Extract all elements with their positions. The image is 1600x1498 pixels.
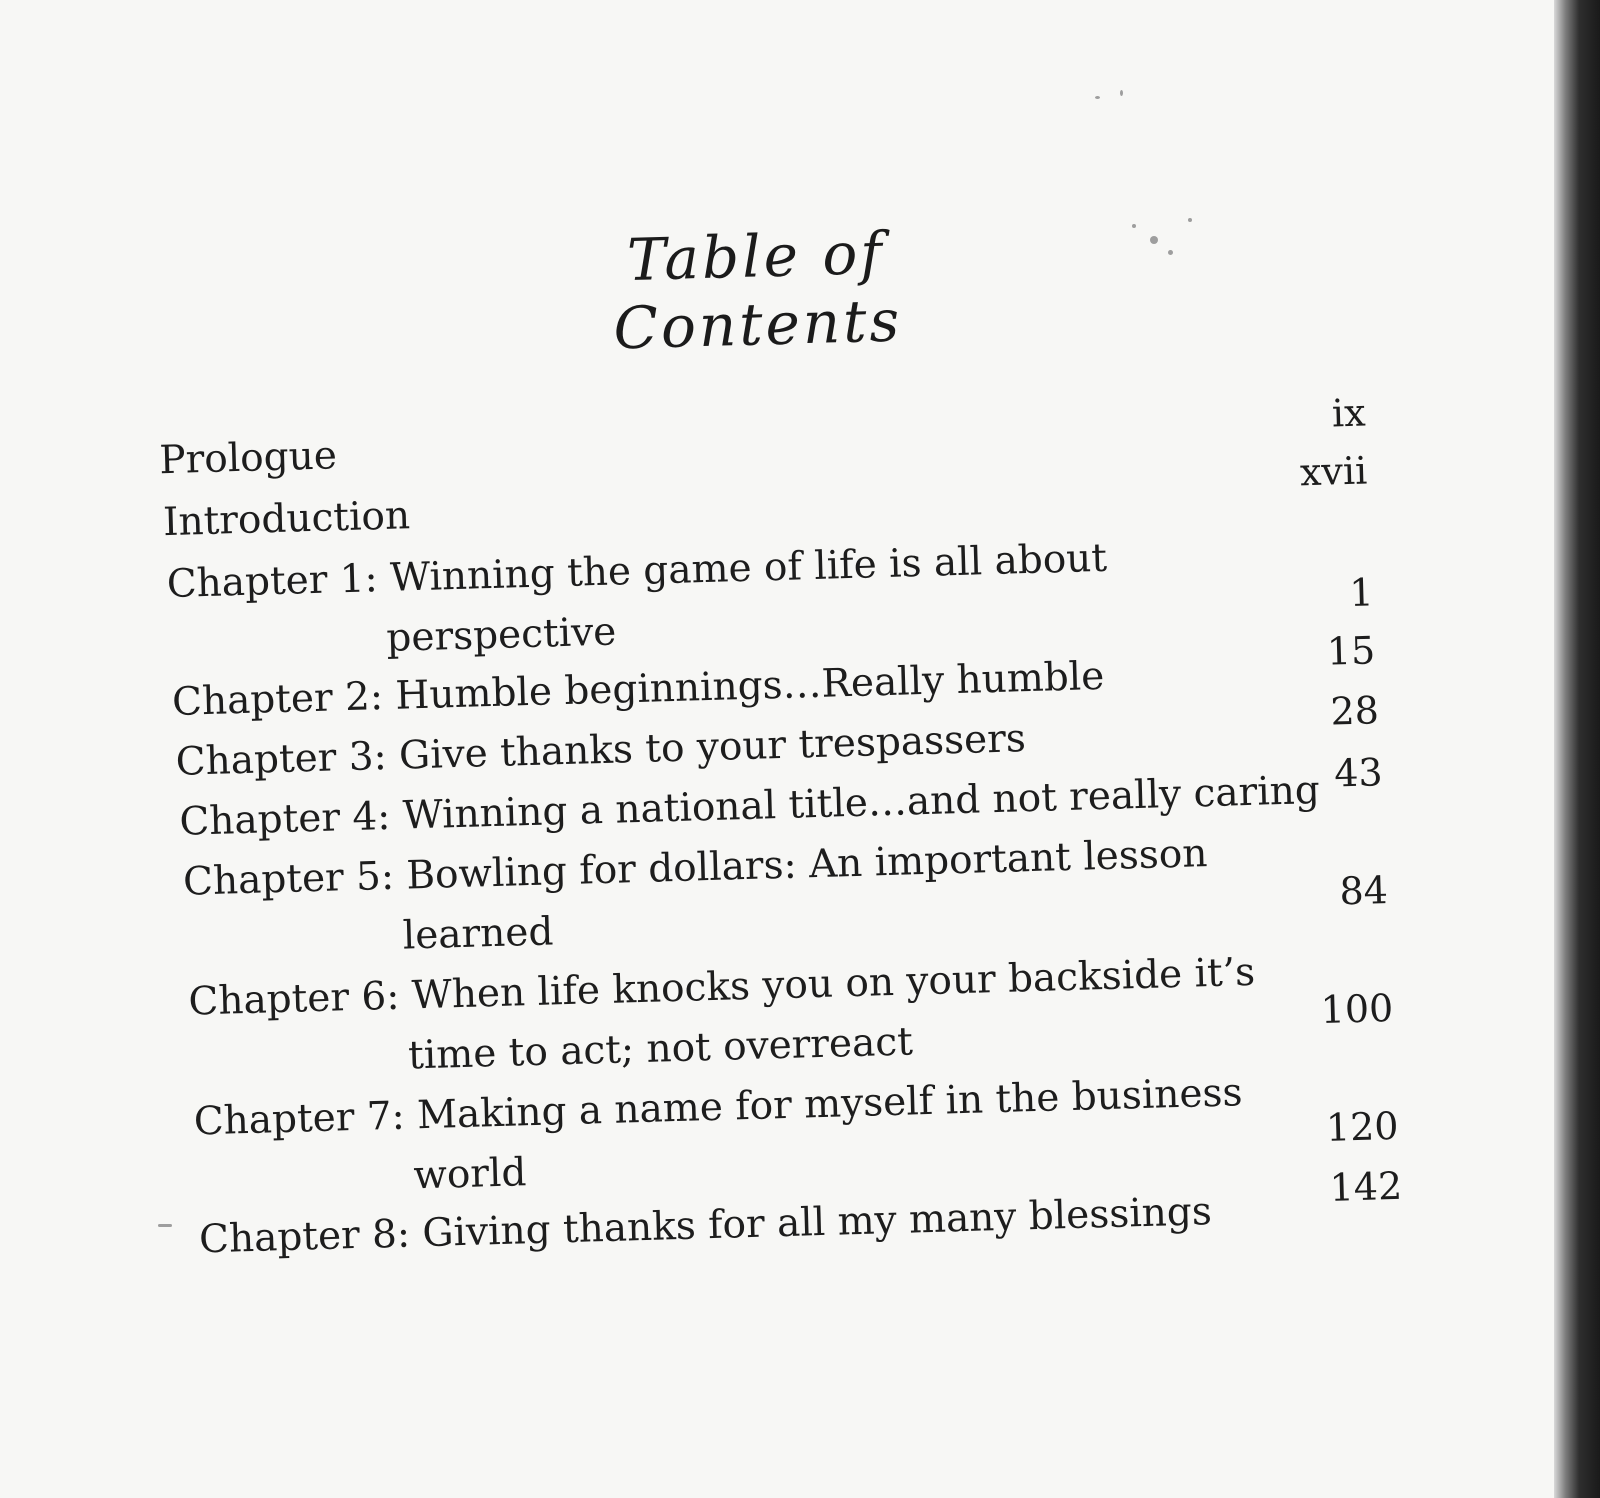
chapter-label: Chapter 2:: [171, 674, 384, 725]
toc-entry-chapter-2: [171, 653, 1105, 725]
page-number: xvii: [1299, 448, 1368, 495]
chapter-title-continued: time to act; not overreact: [407, 1019, 914, 1079]
chapter-title: Give thanks to your trespassers: [398, 716, 1027, 779]
chapter-title: Giving thanks for all my many blessings: [421, 1189, 1213, 1257]
chapter-label: Chapter 1:: [166, 556, 379, 608]
chapter-title: When life knocks you on your backside it’s: [411, 949, 1256, 1019]
toc-entry-chapter-8: [198, 1189, 1213, 1263]
page-number: 43: [1333, 750, 1384, 796]
toc-entry-chapter-1: [166, 535, 1108, 608]
chapter-title-continued: world: [412, 1150, 528, 1199]
chapter-title: Bowling for dollars: An important lesson: [405, 831, 1209, 899]
chapter-label: Chapter 6:: [187, 973, 400, 1025]
chapter-title: Humble beginnings…Really humble: [394, 653, 1105, 719]
chapter-label: Chapter 5:: [182, 853, 395, 905]
entry-label: Prologue: [158, 433, 338, 484]
toc-entry-chapter-7: [193, 1070, 1244, 1145]
entry-label: Introduction: [162, 493, 411, 546]
chapter-title-continued: learned: [402, 909, 554, 959]
toc-entry-chapter-5: [182, 831, 1209, 905]
chapter-title: Winning the game of life is all about: [389, 535, 1108, 601]
toc-entry-introduction: [162, 493, 411, 546]
page-number: 120: [1325, 1103, 1400, 1150]
chapter-label: Chapter 8:: [198, 1211, 411, 1263]
chapter-title: Making a name for myself in the business: [416, 1070, 1244, 1139]
toc-entry-chapter-4: [178, 767, 1321, 845]
page-number: 84: [1338, 868, 1389, 914]
page-number: 142: [1329, 1163, 1403, 1210]
chapter-label: Chapter 4:: [178, 793, 391, 845]
toc-entry-chapter-6: [187, 949, 1256, 1025]
chapter-title: Winning a national title…and not really caring: [402, 767, 1321, 839]
page-number: 28: [1329, 688, 1380, 734]
toc-entry-prologue: [158, 433, 338, 484]
chapter-title-continued: perspective: [385, 609, 617, 661]
page-number: 1: [1348, 570, 1375, 616]
chapter-label: Chapter 7:: [193, 1093, 406, 1145]
chapter-label: Chapter 3:: [175, 733, 388, 785]
page-number: 15: [1326, 628, 1376, 674]
page-number: ix: [1331, 390, 1367, 436]
page-number: 100: [1320, 985, 1394, 1032]
page-title: Table of Contents: [612, 218, 904, 363]
toc-entry-chapter-3: [175, 716, 1027, 785]
